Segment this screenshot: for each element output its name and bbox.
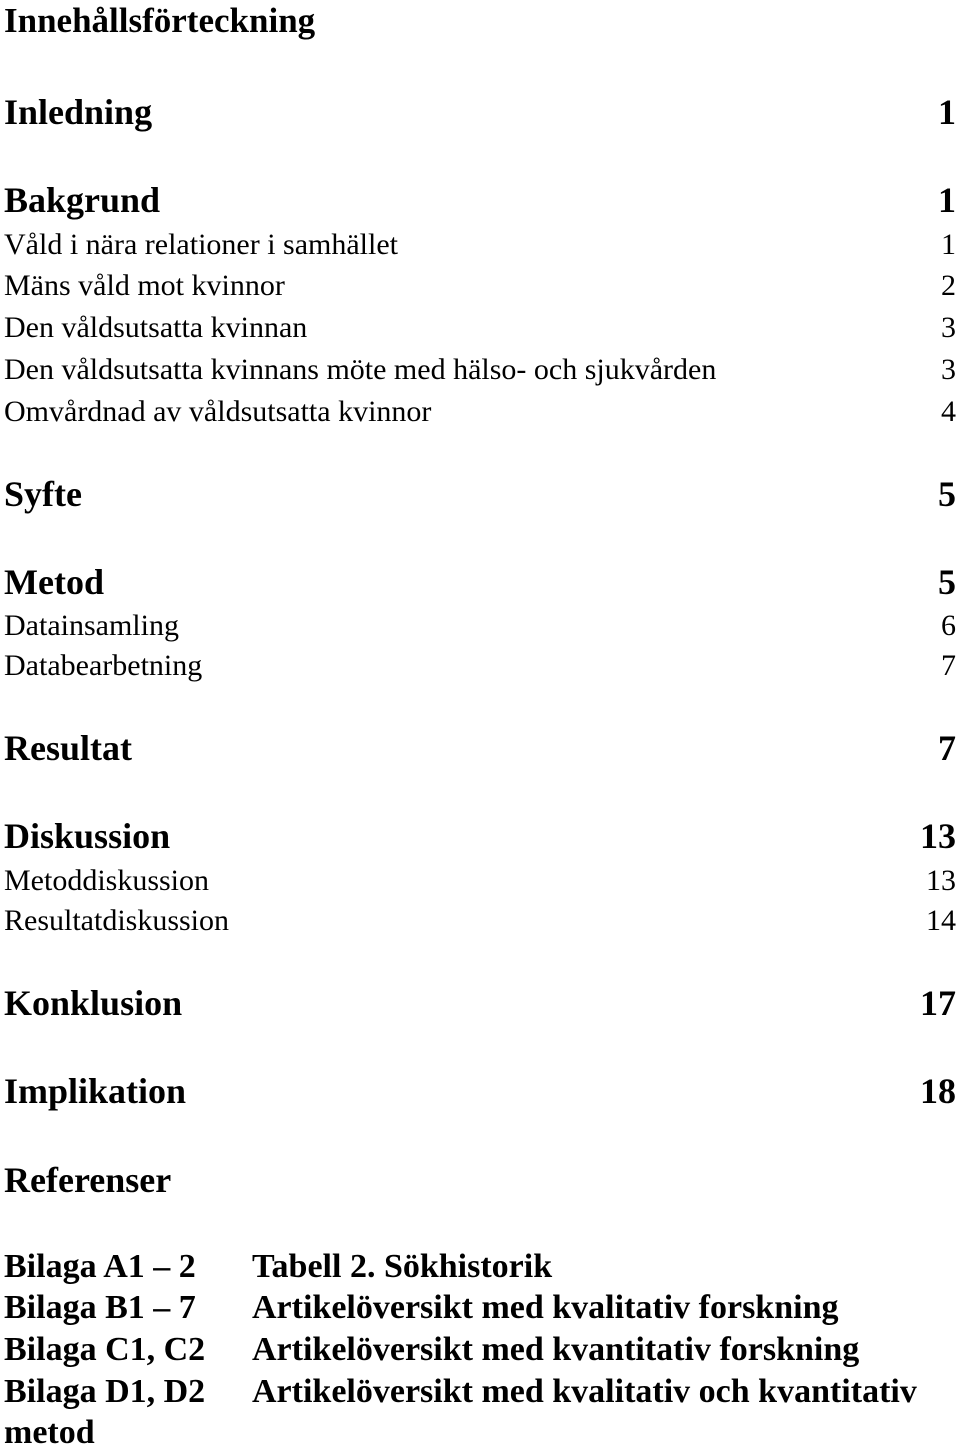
toc-page-number: 4 [941,395,956,428]
toc-label: Omvårdnad av våldsutsatta kvinnor [4,395,432,428]
appendix-description: Artikelöversikt med kvantitativ forskning [252,1331,860,1368]
toc-label: Den våldsutsatta kvinnan [4,311,308,344]
toc-entry-omvardnad [4,394,956,430]
appendix-code: Bilaga A1 – 2 [4,1248,196,1285]
toc-entry-databearbetning [4,648,956,684]
toc-entry-inledning [4,92,956,132]
toc-page-number: 5 [938,562,956,602]
toc-entry-datainsamling [4,608,956,644]
toc-entry-metoddiskussion [4,863,956,899]
toc-entry-diskussion [4,816,956,856]
toc-entry-bakgrund [4,180,956,220]
appendix-row-a [4,1247,552,1287]
toc-label: Metod [4,562,104,602]
toc-label: Datainsamling [4,609,179,642]
toc-page-number: 13 [926,864,956,897]
toc-label: Resultatdiskussion [4,904,230,937]
toc-page-number: 6 [941,609,956,642]
toc-page-number: 18 [920,1071,956,1111]
toc-entry-metod [4,562,956,602]
appendix-continuation: metod [4,1414,95,1451]
appendix-description: Artikelöversikt med kvalitativ forskning [252,1289,839,1326]
toc-label: Inledning [4,92,153,132]
toc-page-number: 17 [920,983,956,1023]
toc-entry-vald-i-nara-relationer [4,227,956,263]
appendix-row-d [4,1372,917,1412]
toc-label: Referenser [4,1160,172,1200]
toc-entry-konklusion [4,983,956,1023]
toc-entry-referenser [4,1160,956,1200]
toc-label: Implikation [4,1071,187,1111]
toc-page-number: 13 [920,816,956,856]
toc-label: Mäns våld mot kvinnor [4,269,285,302]
toc-entry-resultatdiskussion [4,903,956,939]
toc-page-number: 3 [941,311,956,344]
toc-entry-resultat [4,728,956,768]
toc-label: Bakgrund [4,180,161,220]
toc-page-number: 1 [938,92,956,132]
toc-label: Den våldsutsatta kvinnans möte med hälso- och sjukvården [4,353,717,386]
toc-page-number: 2 [941,269,956,302]
appendix-row-b [4,1288,838,1328]
toc-page-number: 14 [926,904,956,937]
toc-label: Diskussion [4,816,171,856]
appendix-code: Bilaga B1 – 7 [4,1289,196,1326]
appendix-description: Artikelöversikt med kvalitativ och kvantitativ [252,1373,917,1410]
toc-label: Resultat [4,728,132,768]
toc-page-number: 7 [941,649,956,682]
toc-label: Konklusion [4,983,183,1023]
toc-label: Databearbetning [4,649,203,682]
appendix-description: Tabell 2. Sökhistorik [252,1248,553,1285]
toc-entry-mote-med-halso-och-sjukvarden [4,352,956,388]
toc-entry-implikation [4,1071,956,1111]
appendix-code: Bilaga D1, D2 [4,1373,206,1410]
toc-label: Metoddiskussion [4,864,210,897]
toc-page-number: 1 [941,228,956,261]
appendix-code: Bilaga C1, C2 [4,1331,206,1368]
page-title: Innehållsförteckning [4,1,316,40]
toc-page-number: 5 [938,474,956,514]
toc-page-number: 7 [938,728,956,768]
toc-page-number: 1 [938,180,956,220]
toc-label: Syfte [4,474,82,514]
toc-page-number: 3 [941,353,956,386]
appendix-row-c [4,1330,859,1370]
toc-entry-mans-vald [4,268,956,304]
toc-entry-valdsutsatta-kvinnan [4,310,956,346]
toc-label: Våld i nära relationer i samhället [4,228,398,261]
toc-entry-syfte [4,474,956,514]
